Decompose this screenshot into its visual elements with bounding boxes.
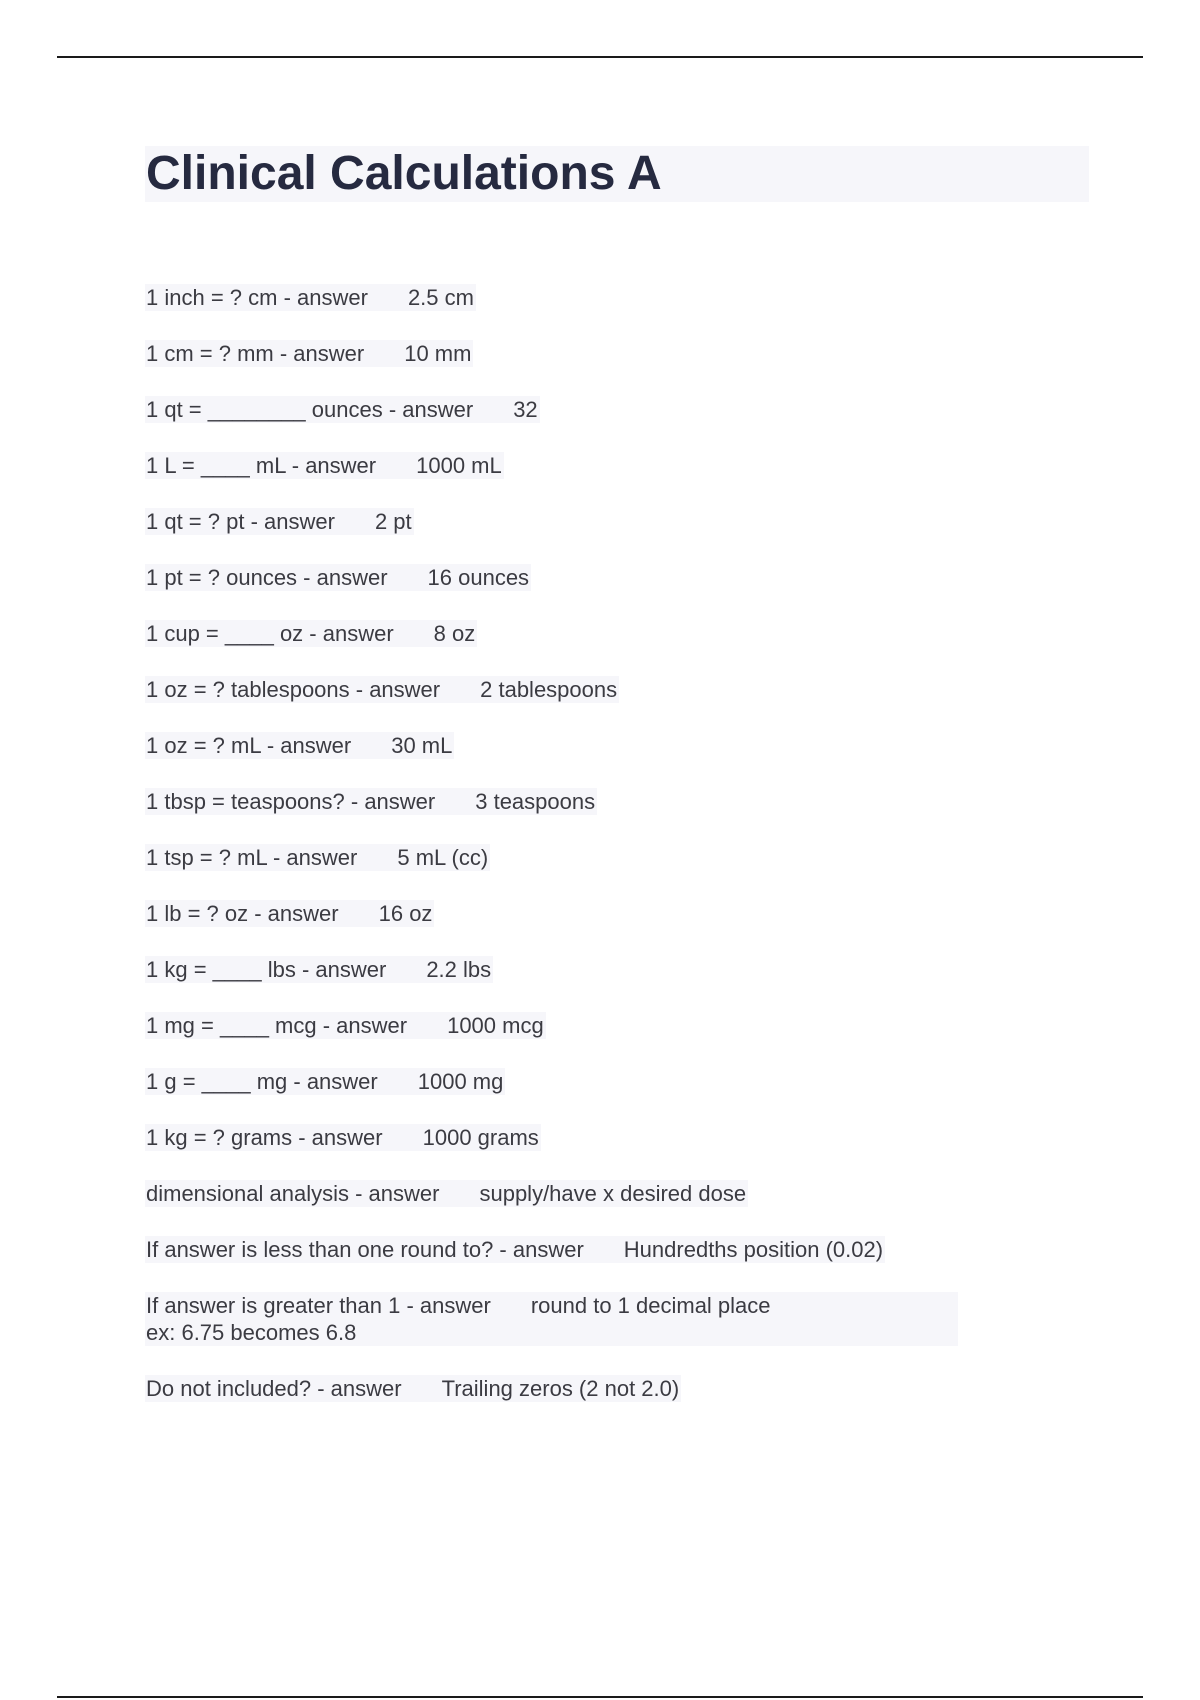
card-answer: 1000 grams — [422, 1125, 539, 1150]
card-answer: Hundredths position (0.02) — [623, 1237, 884, 1262]
flashcard — [145, 1012, 546, 1039]
flashcard — [145, 340, 473, 367]
card-answer: 1000 mL — [416, 453, 502, 478]
card-term: 1 qt = ? pt - answer — [146, 509, 335, 534]
card-term: If answer is greater than 1 - answer — [146, 1293, 491, 1318]
flashcard — [145, 676, 619, 703]
card-term: 1 pt = ? ounces - answer — [146, 565, 388, 590]
flashcard — [145, 732, 454, 759]
flashcard-list — [145, 284, 1089, 1431]
flashcard — [145, 1236, 885, 1263]
card-term: Do not included? - answer — [146, 1376, 402, 1401]
card-answer: 32 — [513, 397, 538, 422]
card-answer: 2.5 cm — [407, 285, 474, 310]
card-term: If answer is less than one round to? - answer — [146, 1237, 584, 1262]
flashcard — [145, 788, 597, 815]
card-answer: 30 mL — [391, 733, 453, 758]
card-answer: 1000 mcg — [447, 1013, 544, 1038]
flashcard — [145, 396, 540, 423]
card-answer: 1000 mg — [417, 1069, 504, 1094]
flashcard — [145, 1068, 505, 1095]
flashcard — [145, 1292, 958, 1346]
card-term: 1 tsp = ? mL - answer — [146, 845, 358, 870]
top-rule — [57, 56, 1143, 58]
card-term: 1 L = ____ mL - answer — [146, 453, 377, 478]
card-term: 1 kg = ? grams - answer — [146, 1125, 383, 1150]
flashcard — [145, 508, 414, 535]
card-answer: 8 oz — [433, 621, 476, 646]
card-term: 1 kg = ____ lbs - answer — [146, 957, 387, 982]
card-answer: 10 mm — [404, 341, 472, 366]
card-term: 1 tbsp = teaspoons? - answer — [146, 789, 436, 814]
flashcard — [145, 900, 434, 927]
card-answer: 16 ounces — [427, 565, 530, 590]
card-answer-example: ex: 6.75 becomes 6.8 — [146, 1320, 357, 1345]
flashcard — [145, 1375, 681, 1402]
card-answer: 16 oz — [378, 901, 433, 926]
page-title: Clinical Calculations A — [146, 147, 662, 200]
card-answer: round to 1 decimal place — [530, 1293, 771, 1318]
card-term: 1 qt = ________ ounces - answer — [146, 397, 474, 422]
card-term: 1 cup = ____ oz - answer — [146, 621, 394, 646]
card-answer: 2 tablespoons — [480, 677, 618, 702]
flashcard — [145, 1180, 748, 1207]
card-answer: 5 mL (cc) — [397, 845, 489, 870]
card-answer: 2.2 lbs — [426, 957, 492, 982]
flashcard — [145, 956, 493, 983]
card-term: 1 g = ____ mg - answer — [146, 1069, 378, 1094]
card-answer: 3 teaspoons — [475, 789, 596, 814]
flashcard — [145, 1124, 541, 1151]
flashcard — [145, 452, 504, 479]
card-term: 1 oz = ? mL - answer — [146, 733, 352, 758]
card-term: 1 cm = ? mm - answer — [146, 341, 365, 366]
card-answer: supply/have x desired dose — [479, 1181, 747, 1206]
flashcard — [145, 620, 477, 647]
card-answer: 2 pt — [374, 509, 412, 534]
card-answer: Trailing zeros (2 not 2.0) — [441, 1376, 680, 1401]
card-term: 1 oz = ? tablespoons - answer — [146, 677, 441, 702]
card-term: dimensional analysis - answer — [146, 1181, 440, 1206]
bottom-rule — [57, 1696, 1143, 1698]
card-term: 1 inch = ? cm - answer — [146, 285, 368, 310]
flashcard — [145, 844, 490, 871]
flashcard — [145, 564, 531, 591]
card-term: 1 lb = ? oz - answer — [146, 901, 339, 926]
card-term: 1 mg = ____ mcg - answer — [146, 1013, 408, 1038]
flashcard — [145, 284, 476, 311]
